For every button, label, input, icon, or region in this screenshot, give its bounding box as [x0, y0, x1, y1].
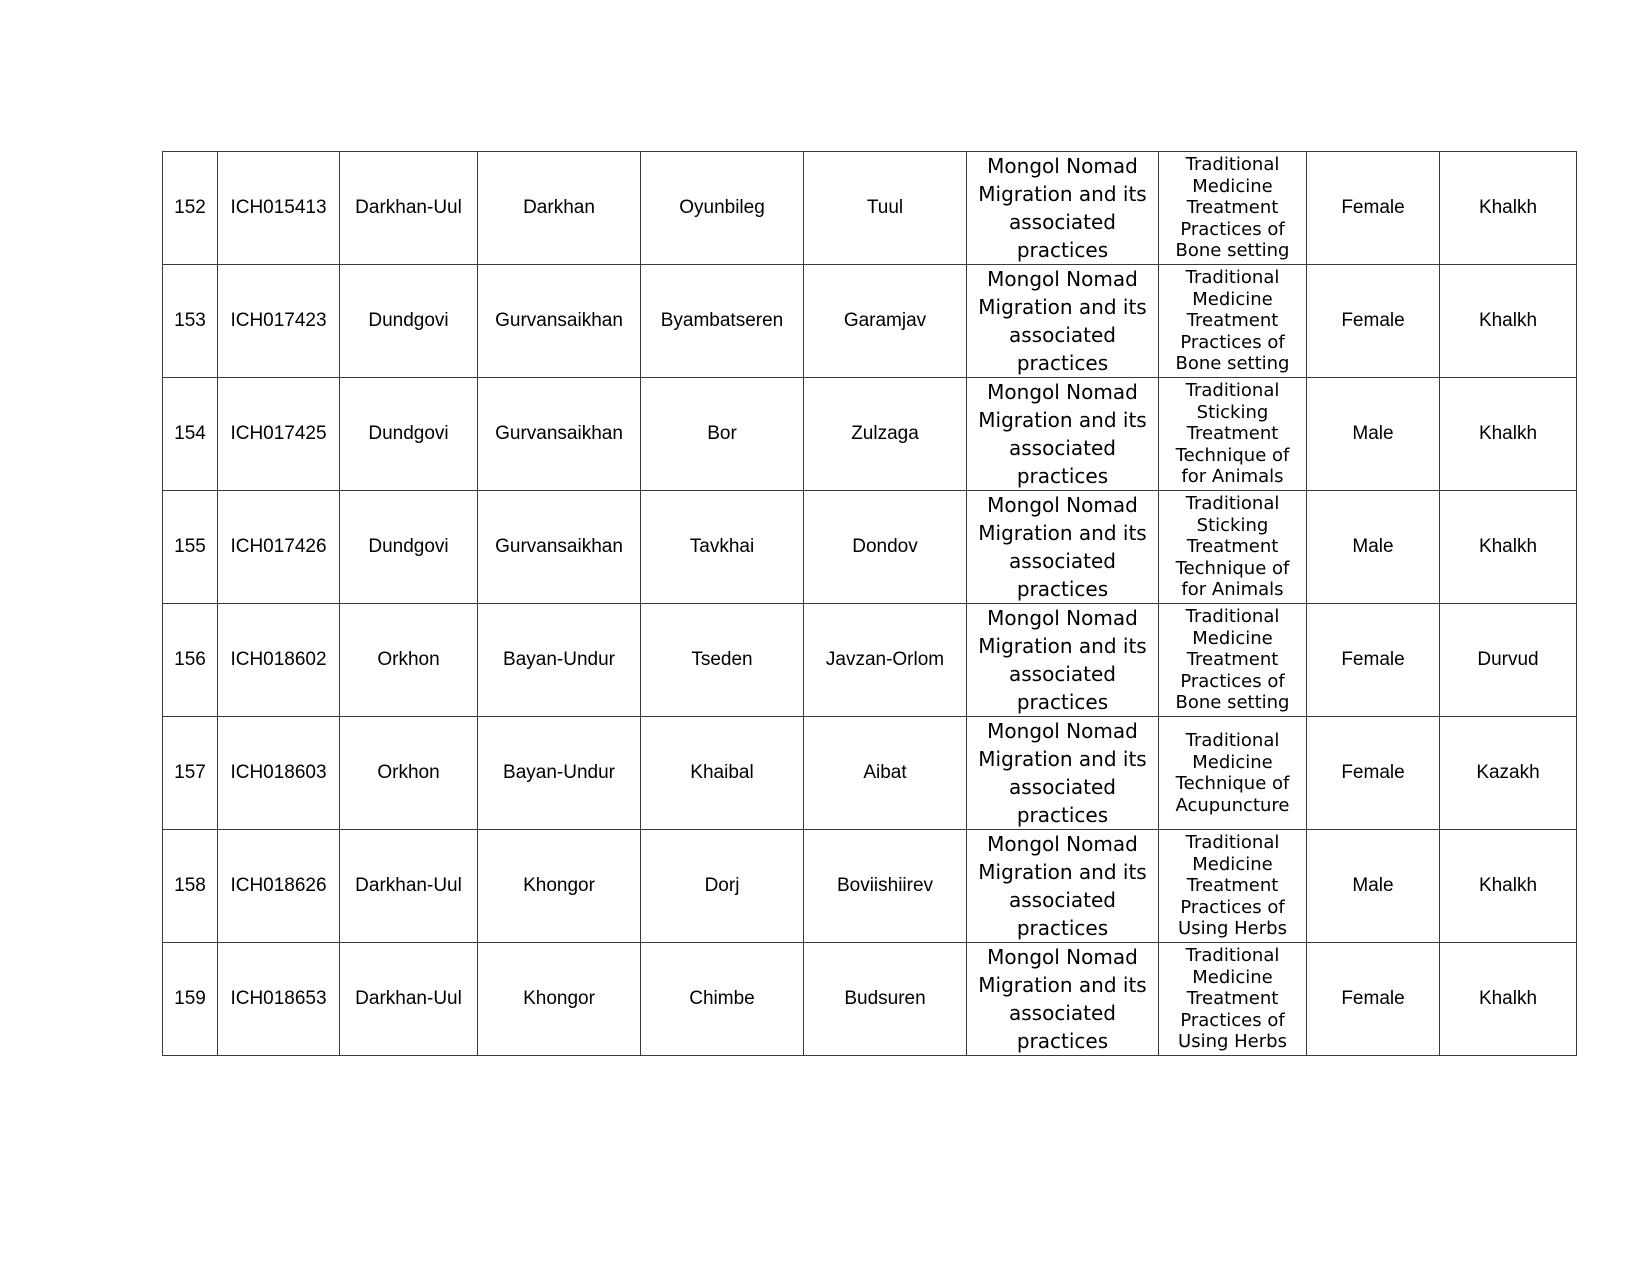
row-number-cell: 153 [163, 265, 218, 378]
family-name-cell: Tuul [804, 152, 967, 265]
practice-cell: Traditional Sticking Treatment Technique of for Animals [1159, 378, 1307, 491]
province-cell: Darkhan-Uul [340, 830, 478, 943]
gender-cell: Female [1307, 943, 1440, 1056]
ich-element-cell: Mongol Nomad Migration and its associated practices [967, 265, 1159, 378]
ich-element-cell: Mongol Nomad Migration and its associated practices [967, 152, 1159, 265]
given-name-cell: Oyunbileg [641, 152, 804, 265]
ich-code-cell: ICH017425 [218, 378, 340, 491]
ich-code-cell: ICH018626 [218, 830, 340, 943]
ich-element-cell: Mongol Nomad Migration and its associated practices [967, 604, 1159, 717]
bearers-table [162, 151, 1577, 1056]
family-name-cell: Aibat [804, 717, 967, 830]
soum-cell: Gurvansaikhan [478, 378, 641, 491]
family-name-cell: Budsuren [804, 943, 967, 1056]
given-name-cell: Tavkhai [641, 491, 804, 604]
ethnicity-cell: Khalkh [1440, 152, 1577, 265]
table-row [163, 943, 1577, 1056]
ich-code-cell: ICH018603 [218, 717, 340, 830]
gender-cell: Male [1307, 378, 1440, 491]
gender-cell: Male [1307, 491, 1440, 604]
ich-element-cell: Mongol Nomad Migration and its associated practices [967, 830, 1159, 943]
row-number-cell: 156 [163, 604, 218, 717]
province-cell: Dundgovi [340, 491, 478, 604]
ethnicity-cell: Kazakh [1440, 717, 1577, 830]
province-cell: Dundgovi [340, 265, 478, 378]
ich-code-cell: ICH017426 [218, 491, 340, 604]
given-name-cell: Khaibal [641, 717, 804, 830]
ich-code-cell: ICH017423 [218, 265, 340, 378]
ethnicity-cell: Khalkh [1440, 265, 1577, 378]
ich-code-cell: ICH018653 [218, 943, 340, 1056]
table-row [163, 830, 1577, 943]
province-cell: Darkhan-Uul [340, 152, 478, 265]
ich-code-cell: ICH018602 [218, 604, 340, 717]
ich-element-cell: Mongol Nomad Migration and its associated practices [967, 491, 1159, 604]
ethnicity-cell: Khalkh [1440, 378, 1577, 491]
given-name-cell: Bor [641, 378, 804, 491]
gender-cell: Female [1307, 265, 1440, 378]
practice-cell: Traditional Medicine Treatment Practices of Bone setting [1159, 604, 1307, 717]
practice-cell: Traditional Medicine Treatment Practices of Bone setting [1159, 265, 1307, 378]
given-name-cell: Tseden [641, 604, 804, 717]
row-number-cell: 152 [163, 152, 218, 265]
given-name-cell: Chimbe [641, 943, 804, 1056]
soum-cell: Darkhan [478, 152, 641, 265]
ich-element-cell: Mongol Nomad Migration and its associated practices [967, 717, 1159, 830]
gender-cell: Female [1307, 604, 1440, 717]
practice-cell: Traditional Medicine Treatment Practices of Bone setting [1159, 152, 1307, 265]
ethnicity-cell: Khalkh [1440, 830, 1577, 943]
soum-cell: Khongor [478, 830, 641, 943]
table-row [163, 378, 1577, 491]
practice-cell: Traditional Medicine Technique of Acupuncture [1159, 717, 1307, 830]
table-row [163, 152, 1577, 265]
province-cell: Dundgovi [340, 378, 478, 491]
family-name-cell: Javzan-Orlom [804, 604, 967, 717]
family-name-cell: Zulzaga [804, 378, 967, 491]
soum-cell: Gurvansaikhan [478, 265, 641, 378]
province-cell: Darkhan-Uul [340, 943, 478, 1056]
row-number-cell: 155 [163, 491, 218, 604]
family-name-cell: Boviishiirev [804, 830, 967, 943]
practice-cell: Traditional Sticking Treatment Technique of for Animals [1159, 491, 1307, 604]
soum-cell: Bayan-Undur [478, 604, 641, 717]
gender-cell: Female [1307, 717, 1440, 830]
row-number-cell: 154 [163, 378, 218, 491]
family-name-cell: Garamjav [804, 265, 967, 378]
row-number-cell: 157 [163, 717, 218, 830]
practice-cell: Traditional Medicine Treatment Practices of Using Herbs [1159, 830, 1307, 943]
ich-element-cell: Mongol Nomad Migration and its associated practices [967, 943, 1159, 1056]
ich-element-cell: Mongol Nomad Migration and its associated practices [967, 378, 1159, 491]
table-row [163, 265, 1577, 378]
family-name-cell: Dondov [804, 491, 967, 604]
gender-cell: Female [1307, 152, 1440, 265]
ich-code-cell: ICH015413 [218, 152, 340, 265]
given-name-cell: Byambatseren [641, 265, 804, 378]
ethnicity-cell: Khalkh [1440, 943, 1577, 1056]
practice-cell: Traditional Medicine Treatment Practices of Using Herbs [1159, 943, 1307, 1056]
soum-cell: Gurvansaikhan [478, 491, 641, 604]
soum-cell: Bayan-Undur [478, 717, 641, 830]
bearers-table-container [162, 151, 1577, 1056]
table-row [163, 717, 1577, 830]
province-cell: Orkhon [340, 604, 478, 717]
province-cell: Orkhon [340, 717, 478, 830]
soum-cell: Khongor [478, 943, 641, 1056]
table-row [163, 491, 1577, 604]
table-row [163, 604, 1577, 717]
table-body [163, 152, 1577, 1056]
row-number-cell: 159 [163, 943, 218, 1056]
given-name-cell: Dorj [641, 830, 804, 943]
gender-cell: Male [1307, 830, 1440, 943]
ethnicity-cell: Durvud [1440, 604, 1577, 717]
ethnicity-cell: Khalkh [1440, 491, 1577, 604]
row-number-cell: 158 [163, 830, 218, 943]
